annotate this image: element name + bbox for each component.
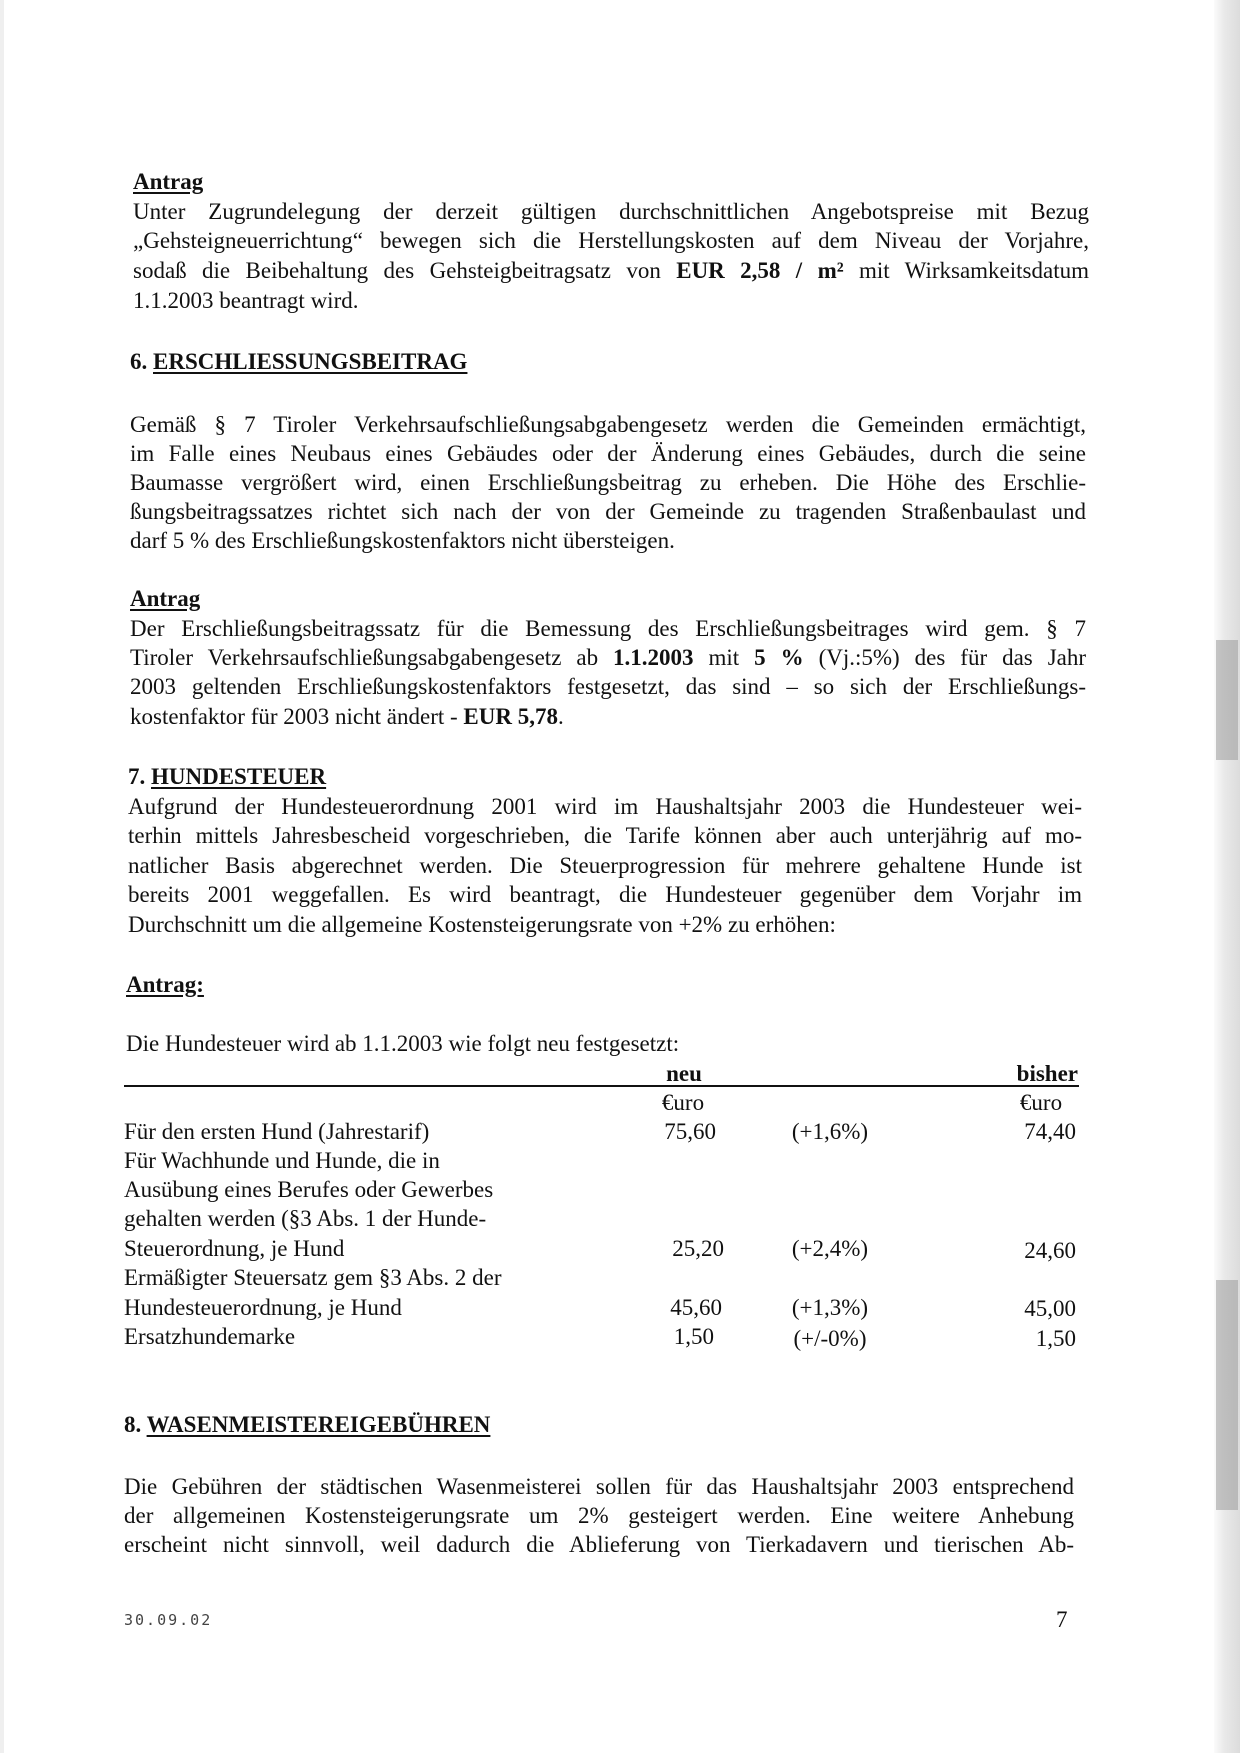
paragraph-line: der allgemeinen Kostensteigerungsrate um 2% gesteigert werden. Eine weitere Anhebung <box>124 1503 1074 1528</box>
table-cell-change: (+2,4%) <box>791 1236 869 1261</box>
unit-label-neu: €uro <box>661 1090 705 1115</box>
section-heading: 6. ERSCHLIESSUNGSBEITRAG <box>130 349 468 374</box>
column-header-bisher: bisher <box>1016 1061 1078 1086</box>
table-row-label: Hundesteuerordnung, je Hund <box>124 1295 402 1320</box>
table-header-rule <box>124 1085 1079 1087</box>
scan-artifact <box>1216 1280 1238 1510</box>
paragraph-line: natlicher Basis abgerechnet werden. Die Steuerprogression für mehrere gehaltene Hunde ist <box>128 853 1082 878</box>
scan-edge-left <box>0 0 4 1753</box>
table-row-label: gehalten werden (§3 Abs. 1 der Hunde- <box>124 1206 487 1231</box>
unit-label-bisher: €uro <box>1019 1090 1063 1115</box>
scan-artifact <box>1216 640 1238 760</box>
paragraph-line: im Falle eines Neubaus eines Gebäudes oder der Änderung eines Gebäudes, durch die seine <box>130 441 1086 466</box>
paragraph-line: Durchschnitt um die allgemeine Kostensteigerungsrate von +2% zu erhöhen: <box>128 912 836 937</box>
table-row-label: Ersatzhundemarke <box>124 1324 296 1349</box>
table-cell-change: (+/-0%) <box>793 1326 867 1351</box>
paragraph-line: bereits 2001 weggefallen. Es wird beantragt, die Hundesteuer gegenüber dem Vorjahr im <box>128 882 1082 907</box>
section-heading: 8. WASENMEISTEREIGEBÜHREN <box>124 1412 491 1437</box>
table-cell-neu: 75,60 <box>664 1119 716 1144</box>
table-row-label: Ermäßigter Steuersatz gem §3 Abs. 2 der <box>124 1265 502 1290</box>
table-cell-bisher: 1,50 <box>1035 1326 1076 1351</box>
paragraph-line: 1.1.2003 beantragt wird. <box>133 288 359 313</box>
antrag-heading: Antrag <box>130 586 201 611</box>
page-number: 7 <box>1056 1607 1068 1632</box>
paragraph-line: terhin mittels Jahresbescheid vorgeschrieben, die Tarife können aber auch unterjährig auf mo- <box>128 823 1082 848</box>
paragraph-line: Der Erschließungsbeitragssatz für die Bemessung des Erschließungsbeitrages wird gem. § 7 <box>130 616 1086 641</box>
paragraph-line: Unter Zugrundelegung der derzeit gültigen durchschnittlichen Angebotspreise mit Bezug <box>133 199 1089 224</box>
table-cell-change: (+1,6%) <box>791 1119 869 1144</box>
paragraph-line: erscheint nicht sinnvoll, weil dadurch die Ablieferung von Tierkadavern und tierischen Ab- <box>124 1532 1074 1557</box>
antrag-heading: Antrag <box>133 169 204 194</box>
section-heading: 7. HUNDESTEUER <box>128 764 327 789</box>
table-row-label: Ausübung eines Berufes oder Gewerbes <box>124 1177 494 1202</box>
table-cell-bisher: 24,60 <box>1024 1238 1076 1263</box>
column-header-neu: neu <box>666 1061 702 1086</box>
paragraph-line: ßungsbeitragssatzes richtet sich nach der von der Gemeinde zu tragenden Straßenbaulast und <box>130 499 1086 524</box>
paragraph-line: „Gehsteigneuerrichtung“ bewegen sich die Herstellungskosten auf dem Niveau der Vorjahre, <box>133 228 1089 253</box>
table-cell-neu: 1,50 <box>673 1324 714 1349</box>
table-cell-change: (+1,3%) <box>791 1295 869 1320</box>
paragraph-line: darf 5 % des Erschließungskostenfaktors nicht übersteigen. <box>130 528 675 553</box>
paragraph-line: Tiroler Verkehrsaufschließungsabgabengesetz ab 1.1.2003 mit 5 % (Vj.:5%) des für das Jahr <box>130 645 1087 670</box>
table-row-label: Für Wachhunde und Hunde, die in <box>124 1148 440 1173</box>
table-row-label: Für den ersten Hund (Jahrestarif) <box>124 1119 430 1144</box>
table-cell-neu: 25,20 <box>672 1236 724 1261</box>
paragraph-line: Die Gebühren der städtischen Wasenmeisterei sollen für das Haushaltsjahr 2003 entsprechend <box>124 1474 1074 1499</box>
paragraph-line: Gemäß § 7 Tiroler Verkehrsaufschließungsabgabengesetz werden die Gemeinden ermächtigt, <box>130 412 1086 437</box>
paragraph-line: Baumasse vergrößert wird, einen Erschließungsbeitrag zu erheben. Die Höhe des Erschlie- <box>130 470 1086 495</box>
table-cell-bisher: 45,00 <box>1024 1296 1076 1321</box>
table-cell-neu: 45,60 <box>670 1295 722 1320</box>
paragraph-line: kostenfaktor für 2003 nicht ändert - EUR 5,78. <box>130 704 564 729</box>
table-cell-bisher: 74,40 <box>1024 1119 1076 1144</box>
table-intro: Die Hundesteuer wird ab 1.1.2003 wie folgt neu festgesetzt: <box>126 1031 680 1056</box>
table-row-label: Steuerordnung, je Hund <box>124 1236 345 1261</box>
paragraph-line: Aufgrund der Hundesteuerordnung 2001 wird im Haushaltsjahr 2003 die Hundesteuer wei- <box>128 794 1082 819</box>
paragraph-line: 2003 geltenden Erschließungskostenfaktors festgesetzt, das sind – so sich der Erschließungs- <box>130 674 1086 699</box>
footer-date: 30.09.02 <box>124 1611 213 1629</box>
paragraph-line: sodaß die Beibehaltung des Gehsteigbeitragsatz von EUR 2,58 / m² mit Wirksamkeitsdatum <box>133 258 1089 283</box>
antrag-heading: Antrag: <box>126 972 204 997</box>
